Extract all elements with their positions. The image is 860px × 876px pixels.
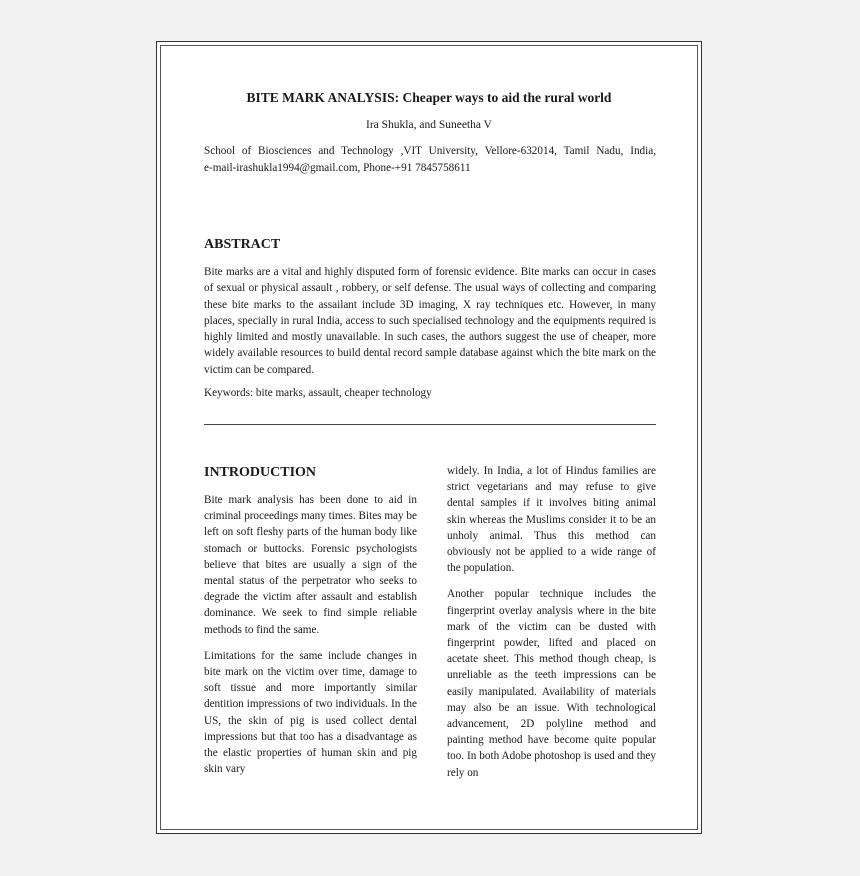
paper-page	[156, 41, 702, 834]
intro-paragraph-4: Another popular technique includes the fingerprint overlay analysis where in the bite mark of the victim can be dusted with fingerprint powder, lifted and placed on acetate sheet. This method though cheap, is unreliable as the teeth impressions can be easily manipulated. Availability of materials may also be an issue. With technological advancement, 2D polyline method and painting method have become quite popular too. In both Adobe photoshop is used and they rely on	[447, 588, 656, 779]
affiliation	[204, 143, 656, 176]
affiliation-line-2: e-mail-irashukla1994@gmail.com, Phone-+91 7845758611	[204, 161, 471, 174]
affiliation-line-1: School of Biosciences and Technology ,VIT University, Vellore-632014, Tamil Nadu, India,	[204, 145, 656, 157]
intro-paragraph-2: Limitations for the same include changes in bite mark on the victim over time, damage to soft tissue and more importantly similar dentition impressions of two individuals. In the US, the skin of pig is used collect dental impressions but that too has a disadvantage as the elastic properties of human skin and pig skin vary	[204, 649, 417, 776]
paper-title: BITE MARK ANALYSIS: Cheaper ways to aid the rural world	[246, 90, 612, 105]
keywords: Keywords: bite marks, assault, cheaper technology	[204, 387, 432, 399]
right-column	[447, 463, 656, 791]
introduction-heading: INTRODUCTION	[204, 465, 317, 480]
intro-paragraph-3: widely. In India, a lot of Hindus families are strict vegetarians and may refuse to give dental samples if it involves biting animal skin whereas the Muslims consider it to be an unholy animal. Thus this method can obviously not be applied to a wide range of the population.	[447, 465, 656, 575]
left-column	[204, 492, 417, 787]
abstract-heading: ABSTRACT	[204, 237, 281, 252]
intro-paragraph-1: Bite mark analysis has been done to aid in criminal proceedings many times. Bites may be left on soft fleshy parts of the human body like stomach or buttocks. Forensic psychologists believe that bites are usually a sign of the mental status of the perpetrator who seeks to degrade the victim after assault and establish dominance. We seek to find simple reliable methods to find the same.	[204, 494, 417, 636]
section-divider	[204, 424, 656, 425]
paper-authors: Ira Shukla, and Suneetha V	[366, 119, 492, 131]
abstract-text: Bite marks are a vital and highly disputed form of forensic evidence. Bite marks can occur in cases of sexual or physical assault , robbery, or self defense. The usual ways of collecting and comparing these bite marks to the assailant include 3D imaging, X ray techniques etc. However, in many places, specially in rural India, access to such specialised technology and the equipments required is highly limited and mostly unavailable. In such cases, the authors suggest the use of cheaper, more widely available resources to build dental record sample database against which the bite mark on the victim can be compared.	[204, 266, 656, 376]
